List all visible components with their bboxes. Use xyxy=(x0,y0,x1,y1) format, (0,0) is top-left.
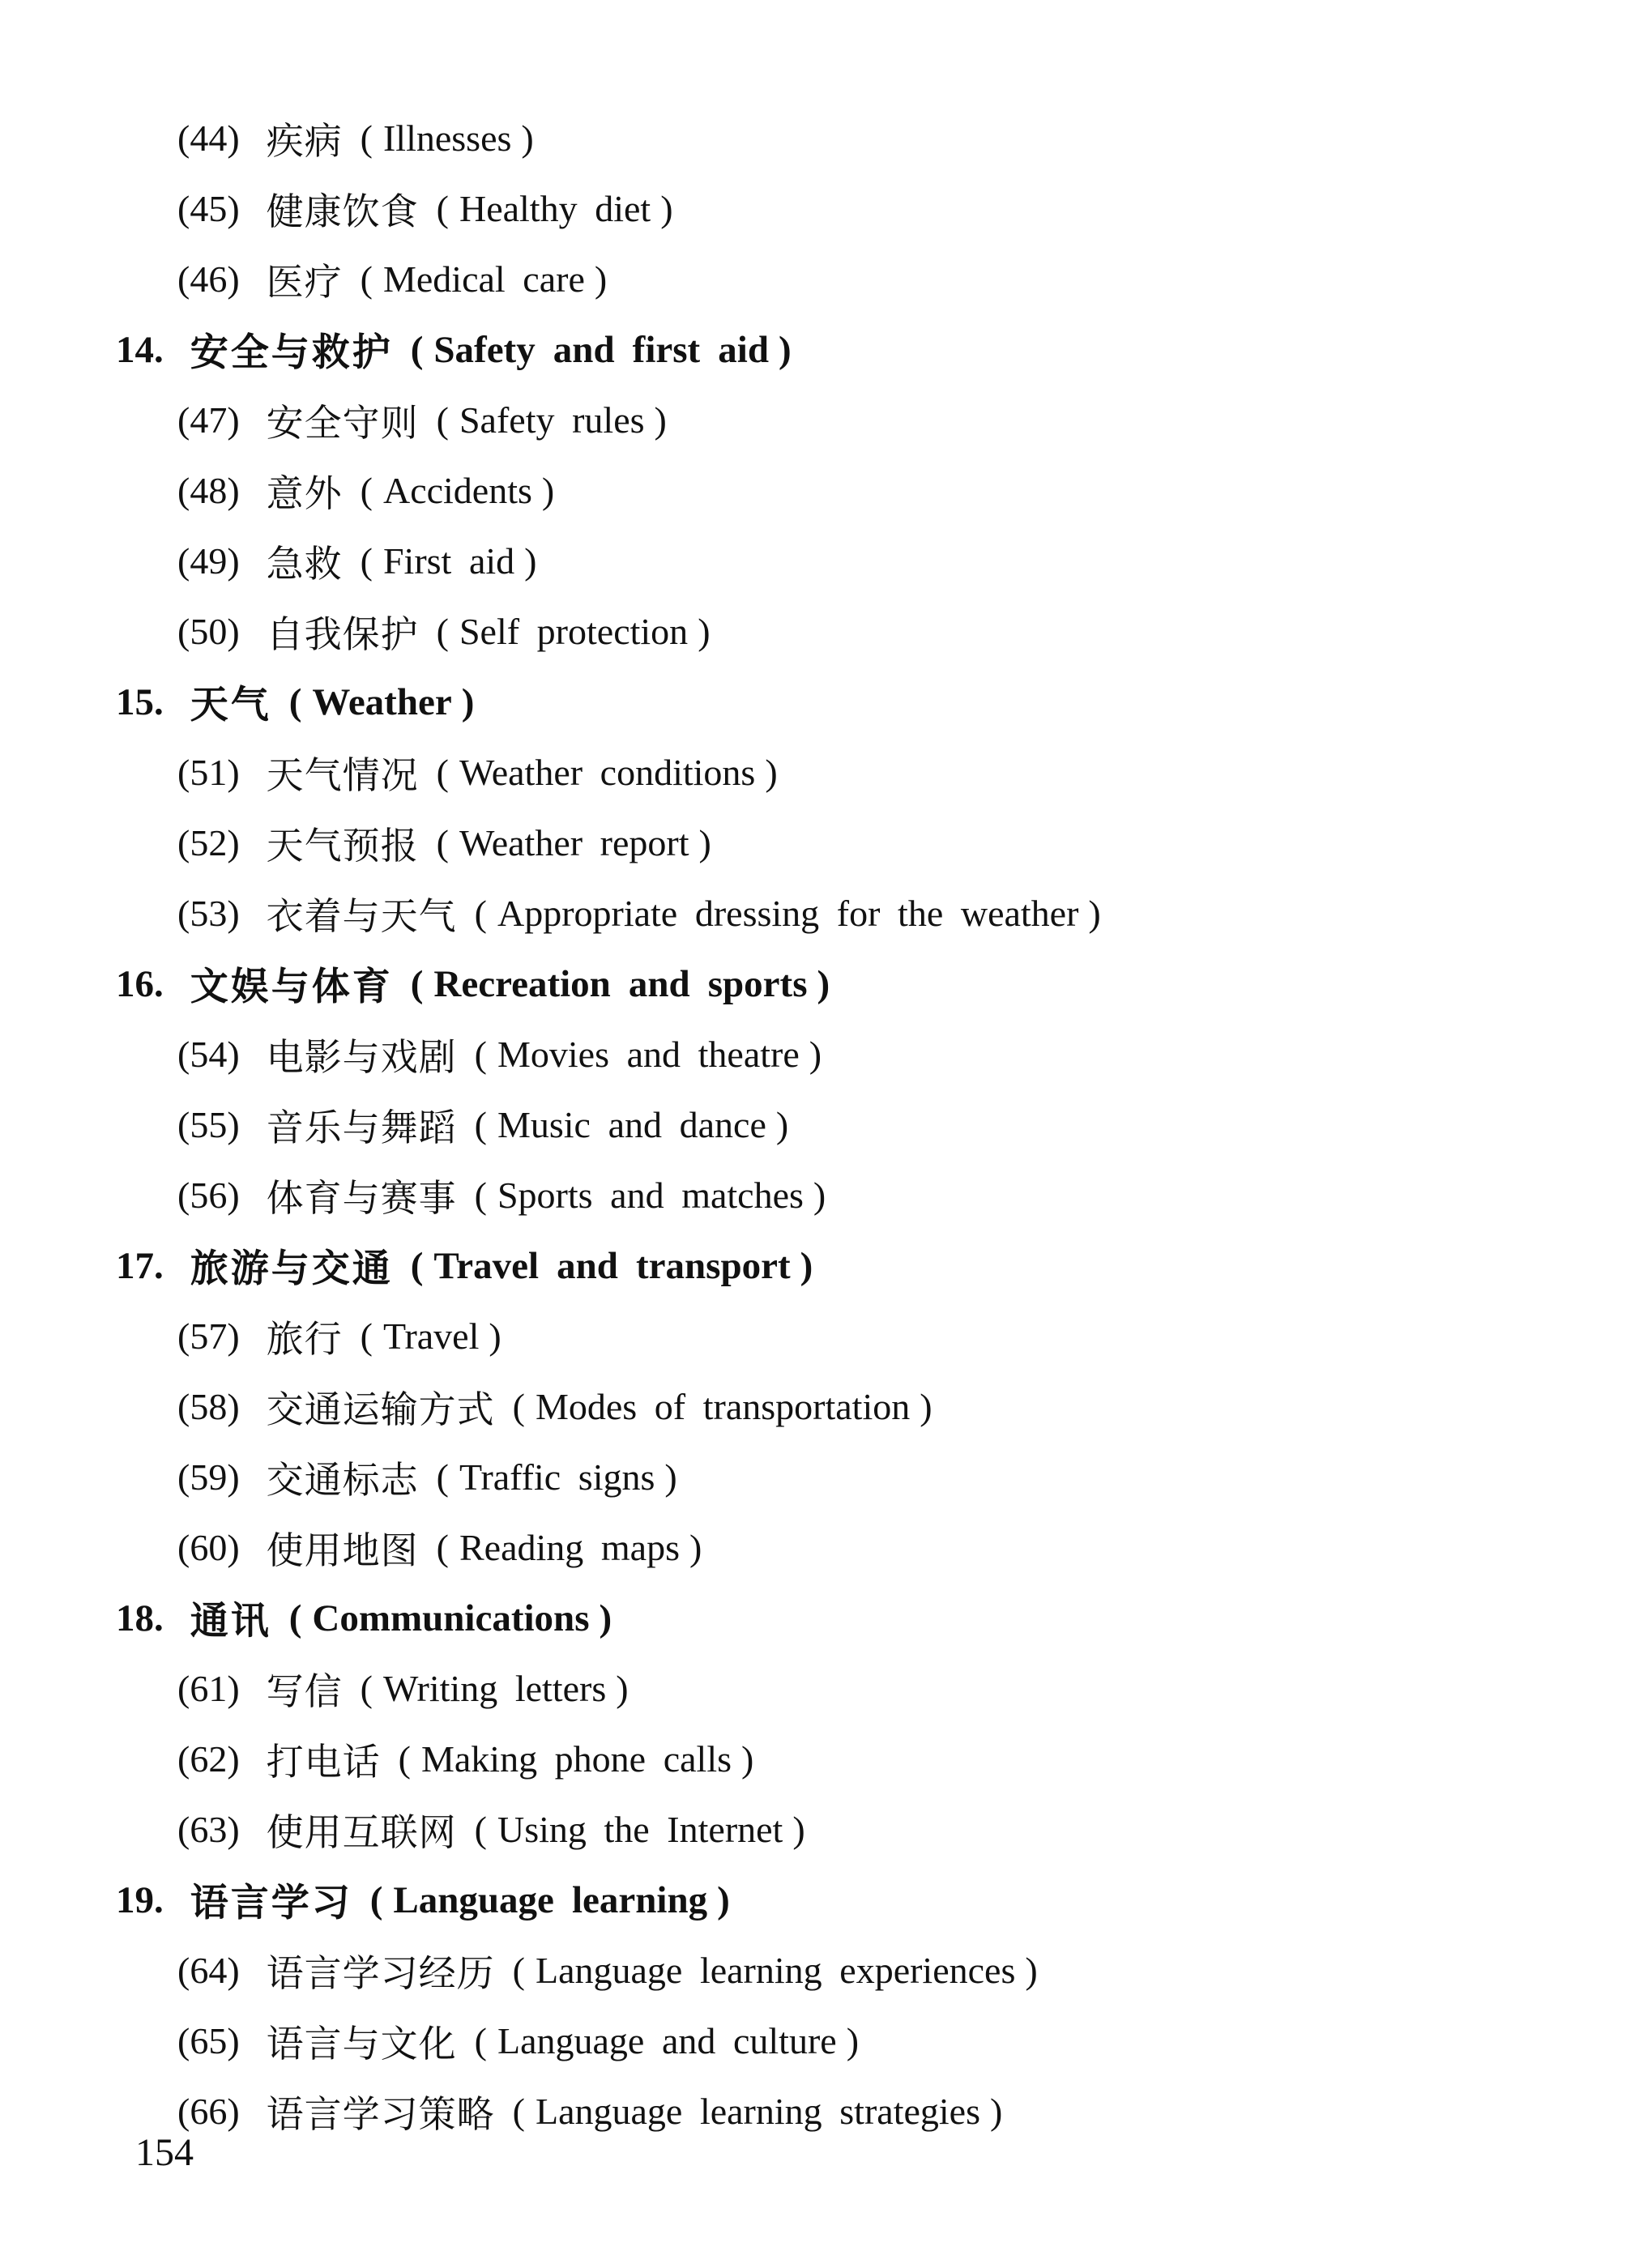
item-chinese-label: 语言学习策略 xyxy=(266,2093,495,2135)
item-english-label: Modes of transportation xyxy=(535,1386,911,1427)
item-chinese-label: 天气 xyxy=(190,683,271,726)
list-item xyxy=(0,526,1626,596)
open-paren: ( xyxy=(474,1174,487,1216)
item-chinese-label: 天气情况 xyxy=(266,754,419,796)
item-chinese-label: 衣着与天气 xyxy=(266,895,457,937)
item-number: (63) xyxy=(177,1809,240,1850)
item-number: (58) xyxy=(177,1386,240,1427)
section-heading xyxy=(0,1230,1626,1301)
item-number: (55) xyxy=(177,1104,240,1145)
item-english-label: Language learning xyxy=(393,1878,708,1921)
open-paren: ( xyxy=(360,1315,373,1357)
item-english-label: Language learning strategies xyxy=(535,2091,980,2132)
item-english-label: Accidents xyxy=(382,470,532,511)
item-chinese-label: 医疗 xyxy=(266,261,343,303)
item-number: (50) xyxy=(177,611,240,652)
page-number: 154 xyxy=(135,2131,194,2174)
item-number: (64) xyxy=(177,1950,240,1991)
section-heading xyxy=(0,949,1626,1019)
item-chinese-label: 安全与救护 xyxy=(190,330,393,373)
open-paren: ( xyxy=(436,1527,449,1568)
close-paren: ) xyxy=(689,1527,702,1568)
open-paren: ( xyxy=(474,1104,487,1145)
close-paren: ) xyxy=(654,399,667,441)
item-number: 18. xyxy=(116,1597,164,1639)
item-english-label: Safety and first aid xyxy=(433,328,769,371)
list-item xyxy=(0,808,1626,878)
item-number: (57) xyxy=(177,1315,240,1357)
list-item xyxy=(0,1019,1626,1089)
item-chinese-label: 健康饮食 xyxy=(266,190,419,232)
open-paren: ( xyxy=(288,680,302,723)
close-paren: ) xyxy=(1025,1950,1038,1991)
close-paren: ) xyxy=(541,470,555,511)
open-paren: ( xyxy=(360,540,373,582)
item-chinese-label: 交通运输方式 xyxy=(266,1388,495,1430)
item-chinese-label: 天气预报 xyxy=(266,825,419,867)
open-paren: ( xyxy=(410,1244,424,1287)
list-item xyxy=(0,1089,1626,1160)
item-english-label: Writing letters xyxy=(382,1668,607,1709)
item-chinese-label: 使用地图 xyxy=(266,1529,419,1571)
item-english-label: Weather conditions xyxy=(459,752,756,793)
item-number: (48) xyxy=(177,470,240,511)
item-number: 19. xyxy=(116,1878,164,1921)
list-item xyxy=(0,244,1626,314)
close-paren: ) xyxy=(698,822,711,863)
list-item xyxy=(0,1301,1626,1371)
close-paren: ) xyxy=(765,752,778,793)
open-paren: ( xyxy=(288,1597,302,1639)
close-paren: ) xyxy=(664,1456,677,1498)
list-item xyxy=(0,596,1626,667)
close-paren: ) xyxy=(846,2020,860,2061)
close-paren: ) xyxy=(809,1034,822,1075)
item-chinese-label: 旅游与交通 xyxy=(190,1247,393,1290)
item-english-label: Self protection xyxy=(459,611,689,652)
item-english-label: Movies and theatre xyxy=(497,1034,800,1075)
item-english-label: Making phone calls xyxy=(420,1738,732,1780)
list-item xyxy=(0,1512,1626,1583)
list-item xyxy=(0,173,1626,244)
item-chinese-label: 意外 xyxy=(266,472,343,514)
close-paren: ) xyxy=(521,117,534,159)
item-number: 14. xyxy=(116,328,164,371)
list-item xyxy=(0,385,1626,455)
open-paren: ( xyxy=(360,470,373,511)
item-number: (51) xyxy=(177,752,240,793)
item-chinese-label: 打电话 xyxy=(266,1741,381,1783)
section-heading xyxy=(0,667,1626,737)
item-number: (52) xyxy=(177,822,240,863)
close-paren: ) xyxy=(599,1597,612,1639)
item-english-label: Using the Internet xyxy=(497,1809,783,1850)
list-item xyxy=(0,1794,1626,1865)
open-paren: ( xyxy=(436,1456,449,1498)
item-chinese-label: 语言与文化 xyxy=(266,2023,457,2065)
item-number: (46) xyxy=(177,258,240,300)
item-chinese-label: 语言学习 xyxy=(190,1881,352,1924)
item-number: (56) xyxy=(177,1174,240,1216)
open-paren: ( xyxy=(474,893,487,934)
item-number: (59) xyxy=(177,1456,240,1498)
list-item xyxy=(0,1442,1626,1512)
list-item xyxy=(0,737,1626,808)
open-paren: ( xyxy=(360,117,373,159)
list-item xyxy=(0,1160,1626,1230)
open-paren: ( xyxy=(474,1809,487,1850)
list-item xyxy=(0,2006,1626,2076)
close-paren: ) xyxy=(792,1809,805,1850)
section-heading xyxy=(0,314,1626,385)
open-paren: ( xyxy=(436,822,449,863)
item-english-label: Medical care xyxy=(382,258,585,300)
open-paren: ( xyxy=(369,1878,383,1921)
item-chinese-label: 写信 xyxy=(266,1670,343,1712)
item-chinese-label: 疾病 xyxy=(266,120,343,162)
open-paren: ( xyxy=(512,1386,525,1427)
open-paren: ( xyxy=(512,2091,525,2132)
item-number: (62) xyxy=(177,1738,240,1780)
open-paren: ( xyxy=(410,962,424,1005)
open-paren: ( xyxy=(360,1668,373,1709)
close-paren: ) xyxy=(616,1668,629,1709)
list-item xyxy=(0,2076,1626,2146)
list-item xyxy=(0,455,1626,526)
item-number: (60) xyxy=(177,1527,240,1568)
item-number: 17. xyxy=(116,1244,164,1287)
item-number: (53) xyxy=(177,893,240,934)
open-paren: ( xyxy=(398,1738,411,1780)
close-paren: ) xyxy=(489,1315,501,1357)
close-paren: ) xyxy=(698,611,711,652)
close-paren: ) xyxy=(800,1244,813,1287)
item-chinese-label: 体育与赛事 xyxy=(266,1177,457,1219)
list-item xyxy=(0,1935,1626,2006)
item-number: (45) xyxy=(177,188,240,229)
item-chinese-label: 急救 xyxy=(266,543,343,585)
item-number: (66) xyxy=(177,2091,240,2132)
item-chinese-label: 文娱与体育 xyxy=(190,965,393,1008)
item-english-label: Illnesses xyxy=(382,117,512,159)
open-paren: ( xyxy=(410,328,424,371)
item-number: 16. xyxy=(116,962,164,1005)
item-english-label: Communications xyxy=(312,1597,590,1639)
item-chinese-label: 电影与戏剧 xyxy=(266,1036,457,1078)
close-paren: ) xyxy=(920,1386,932,1427)
item-english-label: Reading maps xyxy=(459,1527,680,1568)
close-paren: ) xyxy=(594,258,608,300)
item-chinese-label: 音乐与舞蹈 xyxy=(266,1106,457,1149)
list-item xyxy=(0,878,1626,949)
list-item xyxy=(0,1724,1626,1794)
close-paren: ) xyxy=(741,1738,754,1780)
item-english-label: Sports and matches xyxy=(497,1174,804,1216)
item-english-label: Recreation and sports xyxy=(433,962,808,1005)
section-heading xyxy=(0,1583,1626,1653)
open-paren: ( xyxy=(512,1950,525,1991)
open-paren: ( xyxy=(436,752,449,793)
item-number: (49) xyxy=(177,540,240,582)
item-english-label: Safety rules xyxy=(459,399,645,441)
item-english-label: Weather xyxy=(312,680,452,723)
item-chinese-label: 交通标志 xyxy=(266,1459,419,1501)
section-heading xyxy=(0,1865,1626,1935)
open-paren: ( xyxy=(474,1034,487,1075)
open-paren: ( xyxy=(360,258,373,300)
open-paren: ( xyxy=(474,2020,487,2061)
close-paren: ) xyxy=(817,962,830,1005)
item-number: (47) xyxy=(177,399,240,441)
close-paren: ) xyxy=(461,680,475,723)
close-paren: ) xyxy=(660,188,673,229)
item-number: (44) xyxy=(177,117,240,159)
item-chinese-label: 语言学习经历 xyxy=(266,1952,495,1994)
close-paren: ) xyxy=(778,328,792,371)
item-chinese-label: 使用互联网 xyxy=(266,1811,457,1853)
item-english-label: Travel and transport xyxy=(433,1244,791,1287)
list-item xyxy=(0,103,1626,173)
item-english-label: Music and dance xyxy=(497,1104,766,1145)
close-paren: ) xyxy=(524,540,537,582)
item-chinese-label: 通讯 xyxy=(190,1599,271,1642)
item-chinese-label: 自我保护 xyxy=(266,613,419,655)
item-chinese-label: 安全守则 xyxy=(266,402,419,444)
close-paren: ) xyxy=(1088,893,1101,934)
open-paren: ( xyxy=(436,188,449,229)
item-number: 15. xyxy=(116,680,164,723)
list-item xyxy=(0,1653,1626,1724)
item-number: (54) xyxy=(177,1034,240,1075)
open-paren: ( xyxy=(436,399,449,441)
item-english-label: Language and culture xyxy=(497,2020,837,2061)
close-paren: ) xyxy=(813,1174,826,1216)
close-paren: ) xyxy=(717,1878,730,1921)
item-english-label: Language learning experiences xyxy=(535,1950,1016,1991)
item-english-label: Travel xyxy=(382,1315,480,1357)
item-english-label: Weather report xyxy=(459,822,689,863)
item-english-label: First aid xyxy=(382,540,515,582)
list-item xyxy=(0,1371,1626,1442)
item-chinese-label: 旅行 xyxy=(266,1318,343,1360)
item-number: (65) xyxy=(177,2020,240,2061)
close-paren: ) xyxy=(775,1104,789,1145)
item-english-label: Traffic signs xyxy=(459,1456,655,1498)
item-number: (61) xyxy=(177,1668,240,1709)
close-paren: ) xyxy=(989,2091,1003,2132)
open-paren: ( xyxy=(436,611,449,652)
item-english-label: Healthy diet xyxy=(459,188,651,229)
item-english-label: Appropriate dressing for the weather xyxy=(497,893,1079,934)
